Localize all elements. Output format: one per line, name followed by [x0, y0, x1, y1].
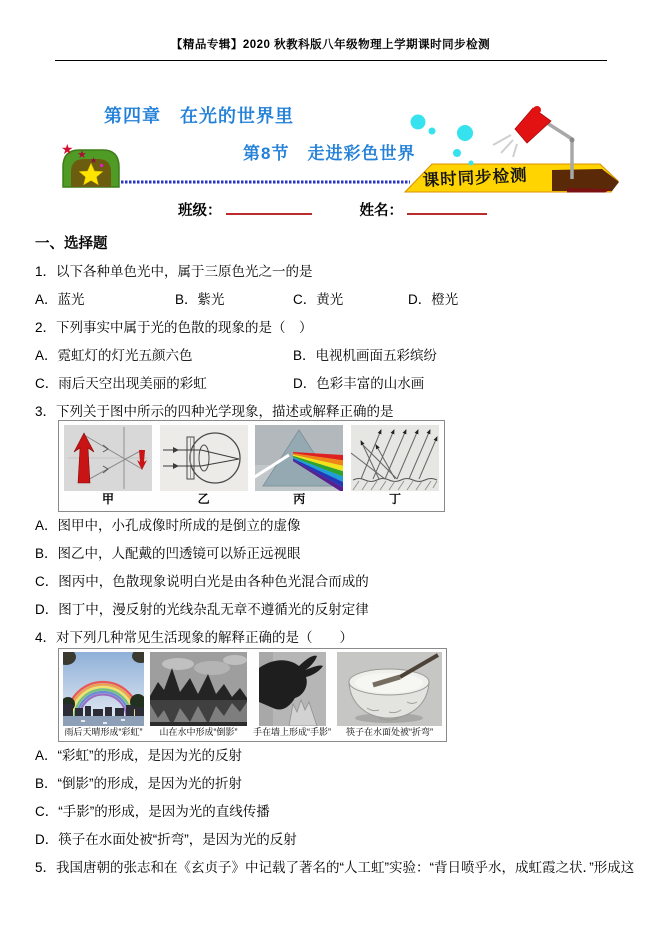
question-1-option-b: B．紫光 — [175, 292, 225, 307]
ribbon-label: 课时同步检测 — [422, 166, 529, 190]
section-title: 第8节 走进彩色世界 — [243, 144, 416, 163]
question-2-option-b: B．电视机画面五彩缤纷 — [293, 348, 438, 363]
question-4-stem: 4．对下列几种常见生活现象的解释正确的是（ ） — [35, 630, 354, 645]
fig-prism-dispersion — [255, 425, 343, 507]
figure-label: 乙 — [197, 492, 210, 506]
fig-diffuse-reflection — [351, 425, 439, 507]
question-body — [35, 230, 641, 882]
question-3-option-b: B．图乙中，人配戴的凹透镜可以矫正远视眼 — [35, 546, 301, 561]
photo-caption: 山在水中形成“倒影” — [159, 727, 238, 737]
hand-shadow-photo — [259, 652, 326, 726]
photo-caption: 筷子在水面处被“折弯” — [346, 727, 433, 737]
ribbon-banner — [405, 164, 619, 193]
document-header: 【精品专辑】2020 秋教科版八年级物理上学期课时同步检测 — [170, 39, 491, 51]
question-2-option-c: C．雨后天空出现美丽的彩虹 — [35, 376, 207, 391]
fig-eye-lens — [160, 425, 248, 507]
diffuse-reflection-diagram — [351, 425, 439, 491]
question-2-stem: 2．下列事实中属于光的色散的现象的是（ ） — [35, 320, 313, 335]
chopstick-bowl-photo — [337, 652, 442, 726]
figure-label: 丙 — [293, 492, 306, 506]
figure-label: 丁 — [388, 492, 401, 506]
photo-mountain-reflection — [150, 652, 247, 739]
question-3-figure-strip — [58, 420, 445, 512]
star-arch-icon — [61, 141, 119, 187]
question-3-option-a: A．图甲中，小孔成像时所成的是倒立的虚像 — [35, 518, 301, 533]
prism-dispersion-diagram — [255, 425, 343, 491]
question-4-option-d: D．筷子在水面处被“折弯”，是因为光的反射 — [35, 832, 297, 847]
class-field-blank — [226, 198, 312, 215]
question-1-options — [35, 286, 641, 314]
bubbles-icon — [411, 115, 474, 166]
student-info-row — [178, 198, 487, 220]
photo-caption: 手在墙上形成“手影” — [253, 727, 331, 737]
photo-chopstick-bowl — [337, 652, 442, 739]
question-4-photo-strip — [58, 648, 447, 742]
question-4-option-b: B．“倒影”的形成，是因为光的折射 — [35, 776, 242, 791]
question-4-option-c: C．“手影”的形成，是因为光的直线传播 — [35, 804, 270, 819]
svg-text:★: ★ — [61, 141, 74, 157]
name-field-label: 姓名： — [359, 203, 403, 219]
section-heading: 一、选择题 — [35, 236, 108, 252]
chapter-title: 第四章 在光的世界里 — [104, 106, 294, 126]
fig-pinhole-imaging — [64, 425, 152, 507]
question-3-stem: 3．下列关于图中所示的四种光学现象，描述或解释正确的是 — [35, 404, 394, 419]
photo-hand-shadow — [253, 652, 331, 739]
question-3-option-c: C．图丙中，色散现象说明白光是由各种色光混合而成的 — [35, 574, 369, 589]
question-3-option-d: D．图丁中，漫反射的光线杂乱无章不遵循光的反射定律 — [35, 602, 369, 617]
eye-correction-diagram — [160, 425, 248, 491]
photo-rainbow — [63, 652, 144, 739]
question-5-stem: 5．我国唐朝的张志和在《玄贞子》中记载了著名的“人工虹”实验：“背日喷乎水，成虹霞之状．”形成这 — [35, 860, 635, 875]
pinhole-imaging-diagram — [64, 425, 152, 491]
question-1-stem: 1．以下各种单色光中，属于三原色光之一的是 — [35, 264, 313, 279]
svg-text:★: ★ — [90, 156, 98, 165]
question-2-option-a: A．霓虹灯的灯光五颜六色 — [35, 348, 193, 363]
question-4-option-a: A．“彩虹”的形成，是因为光的反射 — [35, 748, 242, 763]
question-1-option-d: D．橙光 — [408, 292, 459, 307]
photo-caption: 雨后天晴形成“彩虹” — [64, 727, 143, 737]
name-field-blank — [407, 198, 487, 215]
question-1-option-a: A．蓝光 — [35, 292, 85, 307]
question-1-option-c: C．黄光 — [293, 292, 344, 307]
mountain-reflection-photo — [150, 652, 247, 726]
figure-label: 甲 — [101, 492, 114, 506]
header-divider — [55, 60, 607, 61]
svg-text:★: ★ — [77, 149, 87, 161]
class-field-label: 班级： — [178, 203, 222, 219]
rainbow-photo — [63, 652, 144, 726]
question-2-option-d: D．色彩丰富的山水画 — [293, 376, 425, 391]
